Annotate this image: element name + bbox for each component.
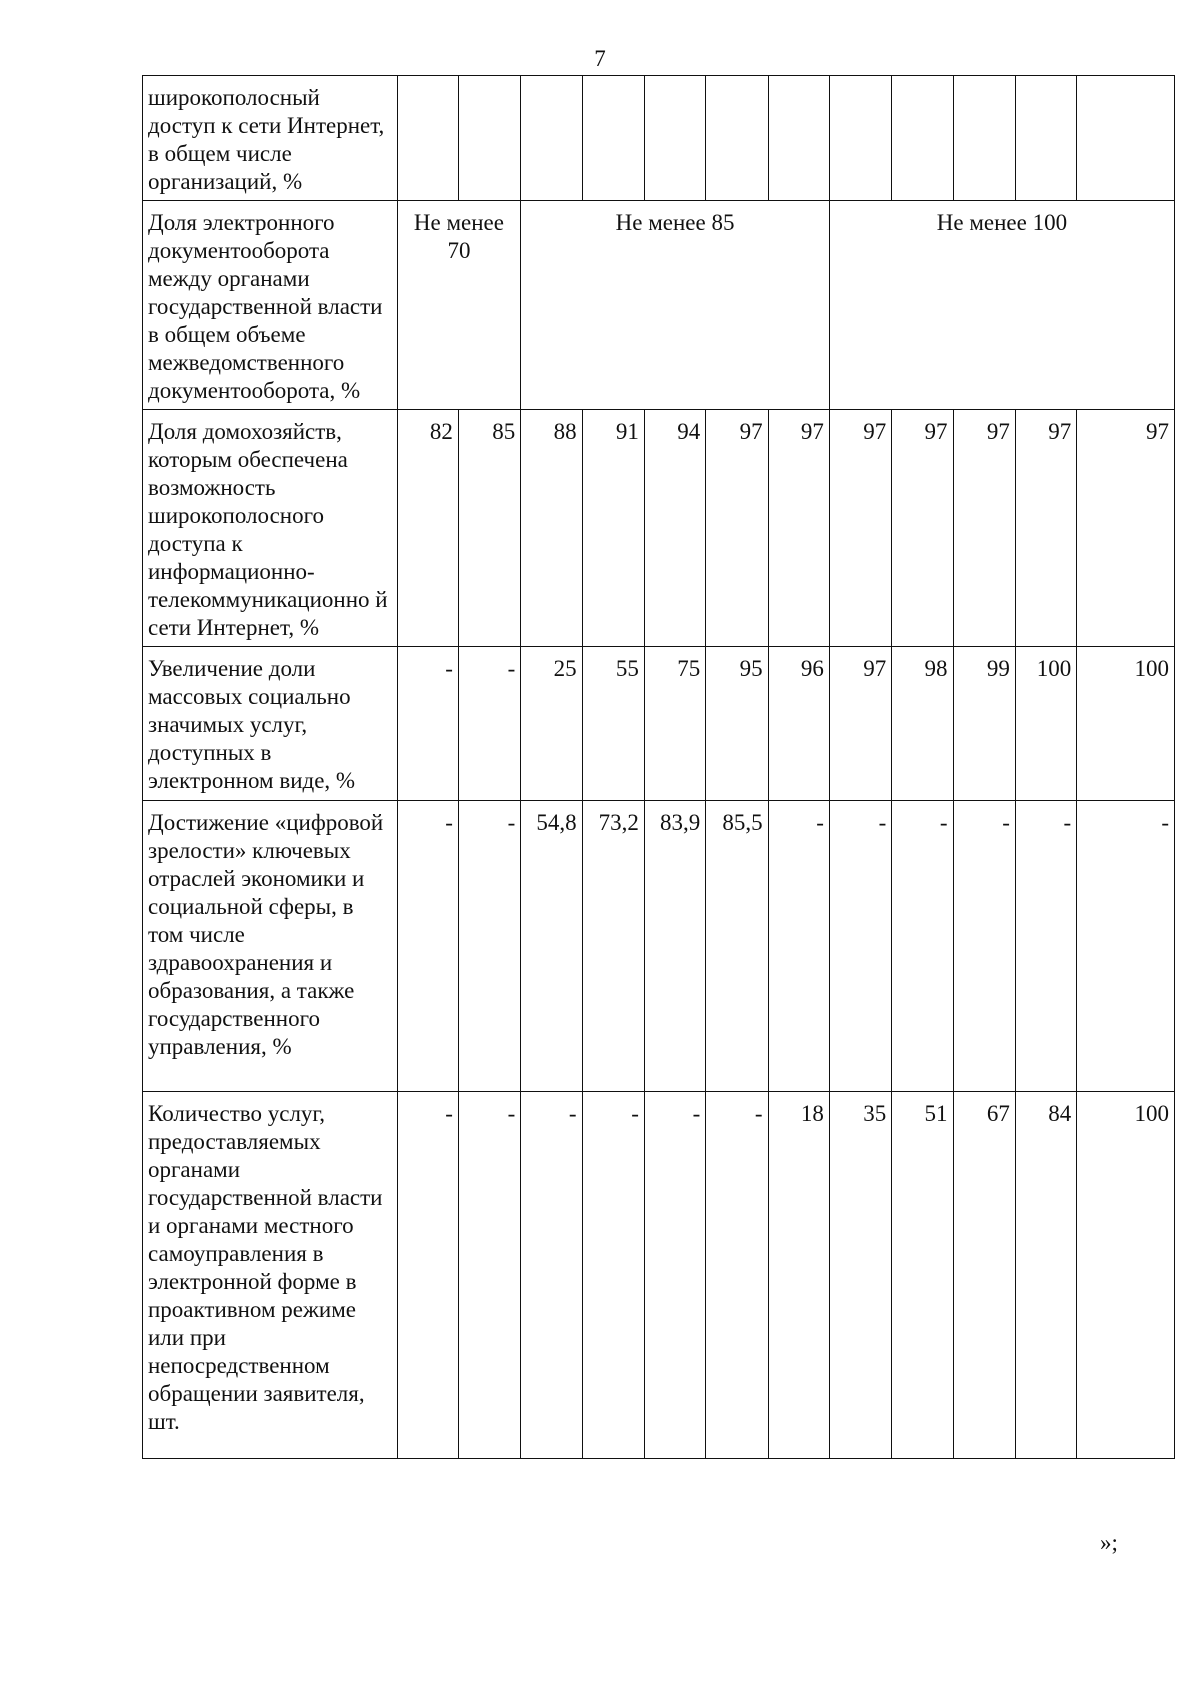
- value-cell: [829, 76, 891, 201]
- value-cell: [458, 76, 520, 201]
- value-cell: -: [644, 1092, 705, 1459]
- merged-value-cell: Не менее 85: [521, 201, 830, 410]
- value-cell: 91: [582, 410, 644, 647]
- value-cell: 88: [521, 410, 582, 647]
- value-cell: 82: [397, 410, 458, 647]
- value-cell: 97: [706, 410, 768, 647]
- value-cell: [521, 76, 582, 201]
- value-cell: [397, 76, 458, 201]
- merged-value-cell: Не менее 100: [829, 201, 1174, 410]
- value-cell: [768, 76, 829, 201]
- row-label: Доля домохозяйств, которым обеспечена возможность широкополосного доступа к информационно-телекоммуникационно й сети Интернет, %: [143, 410, 398, 647]
- table-row: [143, 647, 1175, 801]
- value-cell: -: [521, 1092, 582, 1459]
- value-cell: [582, 76, 644, 201]
- table-row: [143, 801, 1175, 1092]
- value-cell: 99: [953, 647, 1015, 801]
- value-cell: 97: [1077, 410, 1175, 647]
- value-cell: 54,8: [521, 801, 582, 1092]
- merged-value-cell: Не менее 70: [397, 201, 521, 410]
- value-cell: -: [397, 647, 458, 801]
- value-cell: [953, 76, 1015, 201]
- value-cell: 18: [768, 1092, 829, 1459]
- table-row: [143, 76, 1175, 201]
- value-cell: 100: [1077, 647, 1175, 801]
- value-cell: 96: [768, 647, 829, 801]
- value-cell: 85: [458, 410, 520, 647]
- value-cell: [644, 76, 705, 201]
- value-cell: 25: [521, 647, 582, 801]
- value-cell: 97: [892, 410, 953, 647]
- value-cell: -: [458, 1092, 520, 1459]
- value-cell: 97: [768, 410, 829, 647]
- value-cell: 67: [953, 1092, 1015, 1459]
- value-cell: [1077, 76, 1175, 201]
- row-label: Доля электронного документооборота между органами государственной власти в общем объеме межведомственного документооборота, %: [143, 201, 398, 410]
- value-cell: 97: [1015, 410, 1076, 647]
- value-cell: -: [397, 801, 458, 1092]
- value-cell: -: [1015, 801, 1076, 1092]
- value-cell: -: [892, 801, 953, 1092]
- value-cell: 95: [706, 647, 768, 801]
- value-cell: -: [768, 801, 829, 1092]
- value-cell: -: [458, 647, 520, 801]
- value-cell: [706, 76, 768, 201]
- table-row: [143, 410, 1175, 647]
- value-cell: -: [829, 801, 891, 1092]
- table-row: [143, 201, 1175, 410]
- value-cell: [892, 76, 953, 201]
- value-cell: 97: [829, 647, 891, 801]
- row-label: Увеличение доли массовых социально значимых услуг, доступных в электронном виде, %: [143, 647, 398, 801]
- value-cell: 85,5: [706, 801, 768, 1092]
- value-cell: 84: [1015, 1092, 1076, 1459]
- page-number: 7: [594, 46, 606, 71]
- value-cell: 75: [644, 647, 705, 801]
- indicators-table: [142, 75, 1175, 1459]
- value-cell: -: [1077, 801, 1175, 1092]
- value-cell: -: [582, 1092, 644, 1459]
- row-label: Количество услуг, предоставляемых органами государственной власти и органами местного самоуправления в электронной форме в проактивном режиме или при непосредственном обращении заявителя, шт.: [143, 1092, 398, 1459]
- value-cell: 98: [892, 647, 953, 801]
- value-cell: 100: [1015, 647, 1076, 801]
- value-cell: 100: [1077, 1092, 1175, 1459]
- value-cell: 94: [644, 410, 705, 647]
- table-row: [143, 1092, 1175, 1459]
- value-cell: 97: [953, 410, 1015, 647]
- value-cell: 83,9: [644, 801, 705, 1092]
- value-cell: -: [397, 1092, 458, 1459]
- value-cell: -: [458, 801, 520, 1092]
- value-cell: 97: [829, 410, 891, 647]
- value-cell: -: [706, 1092, 768, 1459]
- closing-quote-mark: »;: [1100, 1530, 1118, 1555]
- value-cell: [1015, 76, 1076, 201]
- row-label: широкополосный доступ к сети Интернет, в общем числе организаций, %: [143, 76, 398, 201]
- value-cell: 51: [892, 1092, 953, 1459]
- value-cell: -: [953, 801, 1015, 1092]
- row-label: Достижение «цифровой зрелости» ключевых отраслей экономики и социальной сферы, в том числе здравоохранения и образования, а также государственного управления, %: [143, 801, 398, 1092]
- value-cell: 55: [582, 647, 644, 801]
- value-cell: 73,2: [582, 801, 644, 1092]
- value-cell: 35: [829, 1092, 891, 1459]
